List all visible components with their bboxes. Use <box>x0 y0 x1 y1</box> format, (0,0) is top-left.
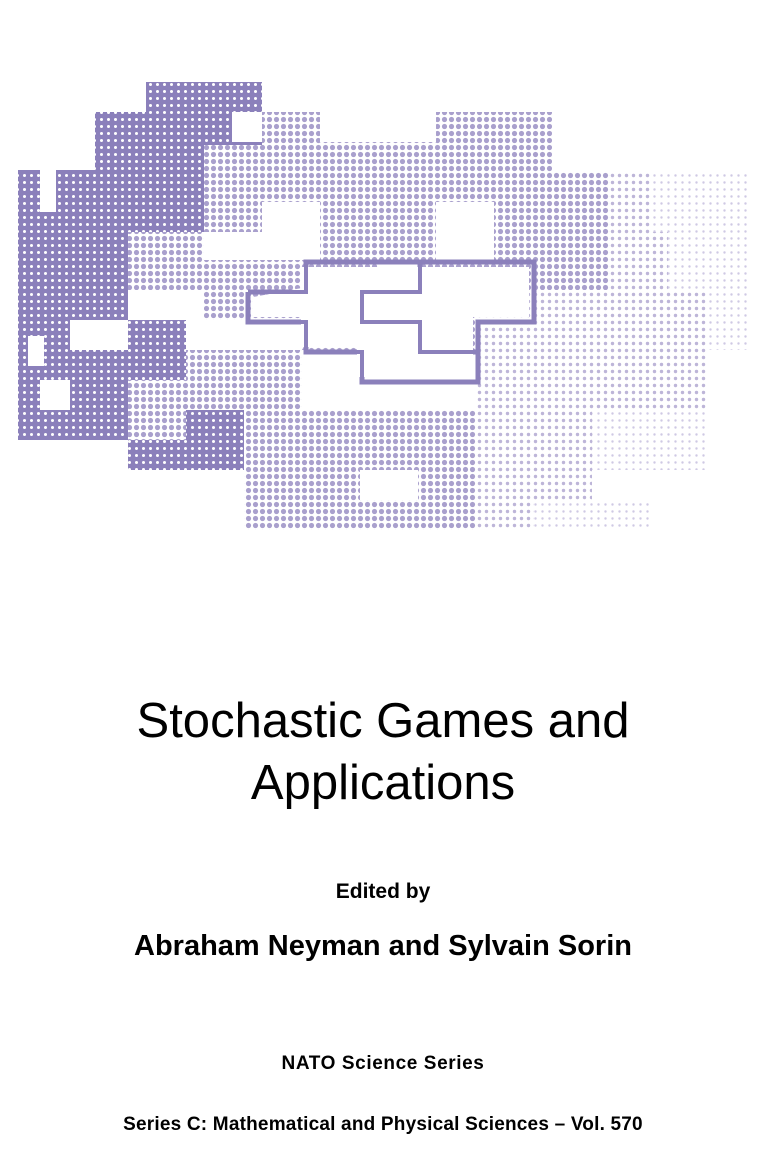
title-line-1: Stochastic Games and <box>136 694 630 748</box>
title-line-2: Applications <box>250 756 516 810</box>
editors-names: Abraham Neyman and Sylvain Sorin <box>134 930 632 962</box>
series-subtitle: Series C: Mathematical and Physical Sciences – Vol. 570 <box>123 1114 643 1135</box>
edited-by-label: Edited by <box>335 880 431 903</box>
artwork-svg <box>0 60 766 530</box>
series-name: NATO Science Series <box>281 1053 485 1074</box>
book-title <box>0 690 766 814</box>
cover-artwork <box>0 60 766 530</box>
